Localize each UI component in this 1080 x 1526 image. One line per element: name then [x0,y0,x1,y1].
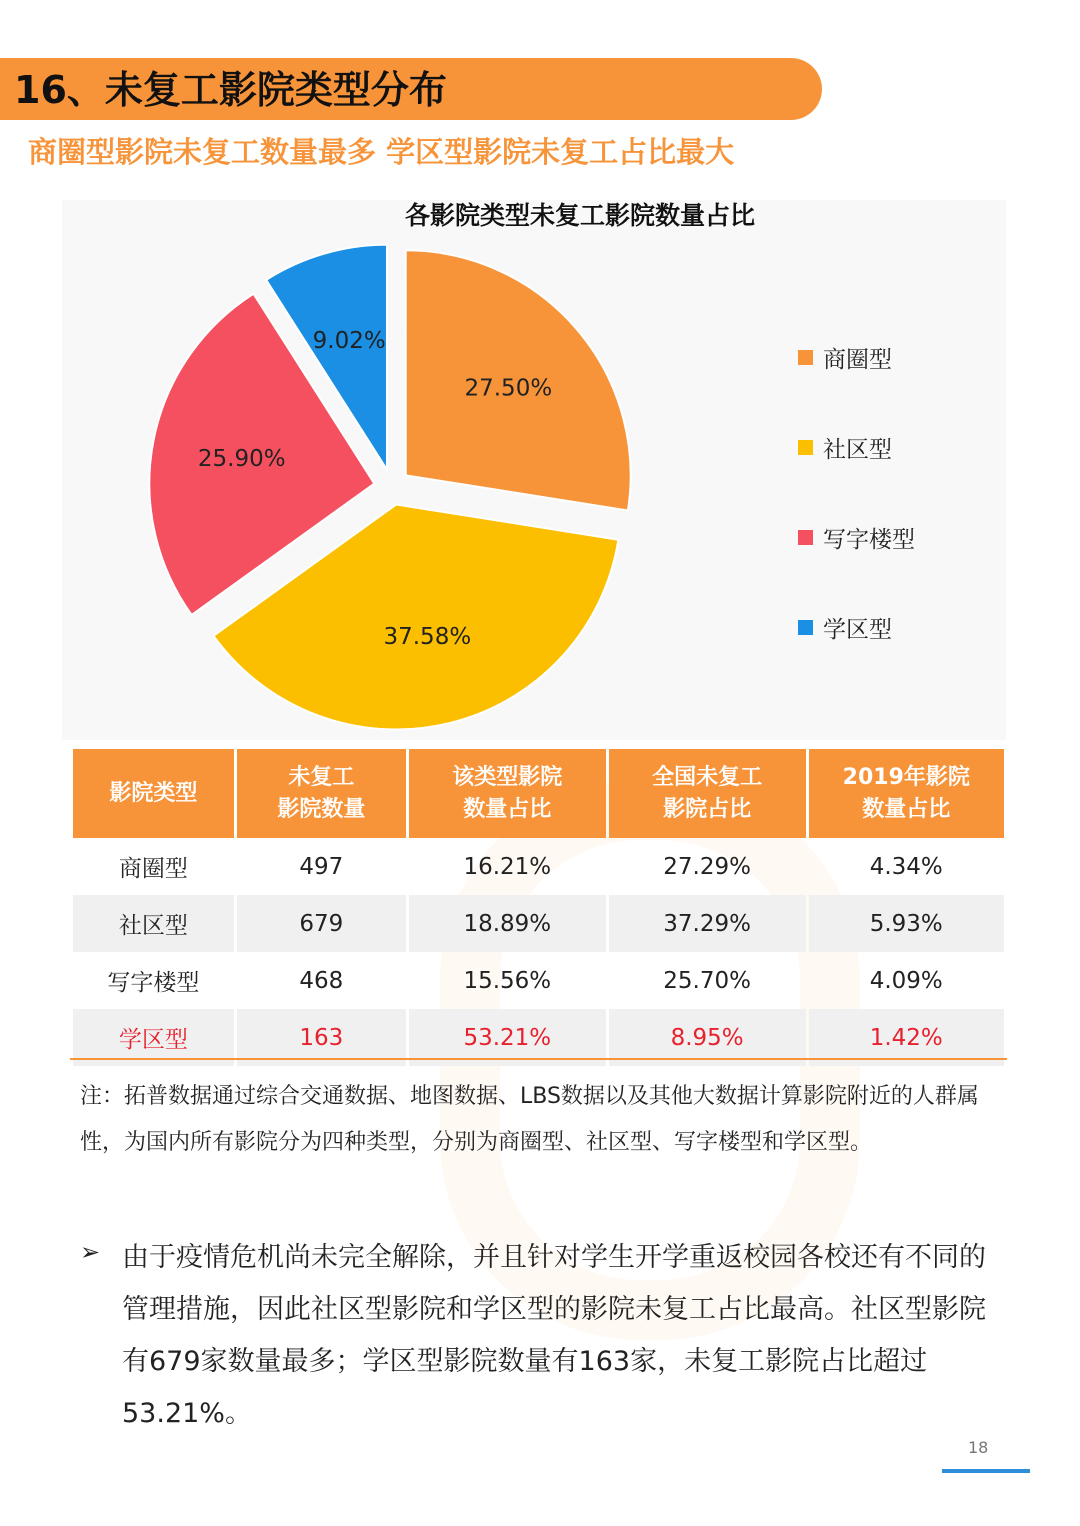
table-cell: 27.29% [663,853,751,880]
legend-item-2 [798,402,915,492]
table-cell: 写字楼型 [107,970,200,996]
header-line: 2019年影院 [842,764,970,790]
table-cell: 679 [237,895,406,952]
pie-label-4: 9.02% [312,328,386,355]
table-cell: 5.93% [809,895,1004,952]
table-cell: 37.29% [609,895,806,952]
table-header-cell [73,749,234,838]
table-cell: 163 [237,1009,406,1066]
table-cell: 25.70% [663,967,751,994]
header-line: 影院数量 [277,796,366,822]
pie-label-1: 27.50% [464,375,553,402]
table-header-row [73,749,1004,838]
header-line: 全国未复工 [652,764,763,790]
table-cell: 4.09% [869,967,943,994]
legend-swatch [798,350,813,365]
table-cell: 497 [299,853,344,880]
page-subtitle: 商圈型影院未复工数量最多 学区型影院未复工占比最大 [28,135,735,169]
pie-chart [0,0,1080,760]
table-cell: 8.95% [609,1009,806,1066]
table-cell: 15.56% [463,967,552,994]
table-header-cell [237,749,406,838]
header-line: 数量占比 [862,796,951,822]
table-bottom-rule [70,1058,1007,1060]
table-row [73,838,1004,895]
header-line: 影院占比 [663,796,752,822]
legend-label: 写字楼型 [823,526,915,553]
table-cell: 社区型 [73,895,234,952]
table-header-cell [409,749,606,838]
legend-label: 学区型 [823,616,892,643]
legend-item-4 [798,582,915,672]
legend-swatch [798,620,813,635]
header-line: 影院类型 [109,780,198,806]
page-number: 18 [968,1438,989,1457]
table-header-cell [809,749,1004,838]
legend-item-1 [798,312,915,402]
table-row [73,895,1004,952]
note-text: 注：拓普数据通过综合交通数据、地图数据、LBS数据以及其他大数据计算影院附近的人群属性，为国内所有影院分为四种类型，分别为商圈型、社区型、写字楼型和学区型。 [80,1084,979,1155]
pie-label-3: 25.90% [197,446,286,473]
legend-swatch [798,530,813,545]
table-cell: 18.89% [409,895,606,952]
pie-label-2: 37.58% [383,623,472,650]
table-cell: 1.42% [809,1009,1004,1066]
header-line: 该类型影院 [452,764,563,790]
table-cell: 商圈型 [118,856,188,882]
legend-label: 社区型 [823,436,892,463]
table-row [73,952,1004,1009]
table-cell: 4.34% [869,853,943,880]
arrow-bullet-icon: ➢ [80,1238,101,1266]
legend-label: 商圈型 [823,346,892,373]
table-cell: 53.21% [409,1009,606,1066]
chart-title: 各影院类型未复工影院数量占比 [404,201,755,230]
page-number-underline [942,1469,1030,1473]
table-cell: 468 [299,967,344,994]
header-line: 未复工 [288,764,355,790]
table-header-cell [609,749,806,838]
header-line: 数量占比 [463,796,552,822]
bullet-text: 由于疫情危机尚未完全解除，并且针对学生开学重返校园各校还有不同的管理措施，因此社区型影院和学区型的影院未复工占比最高。社区型影院有679家数量最多；学区型影院数量有163家，未复工影院占比超过53.21%。 [122,1242,986,1429]
legend-item-3 [798,492,915,582]
legend-swatch [798,440,813,455]
bullet-paragraph [80,1232,1010,1440]
table-cell: 学区型 [73,1009,234,1066]
page-title: 16、未复工影院类型分布 [14,68,447,112]
table-cell: 16.21% [463,853,552,880]
data-table [70,749,1007,1066]
chart-legend [798,312,915,672]
